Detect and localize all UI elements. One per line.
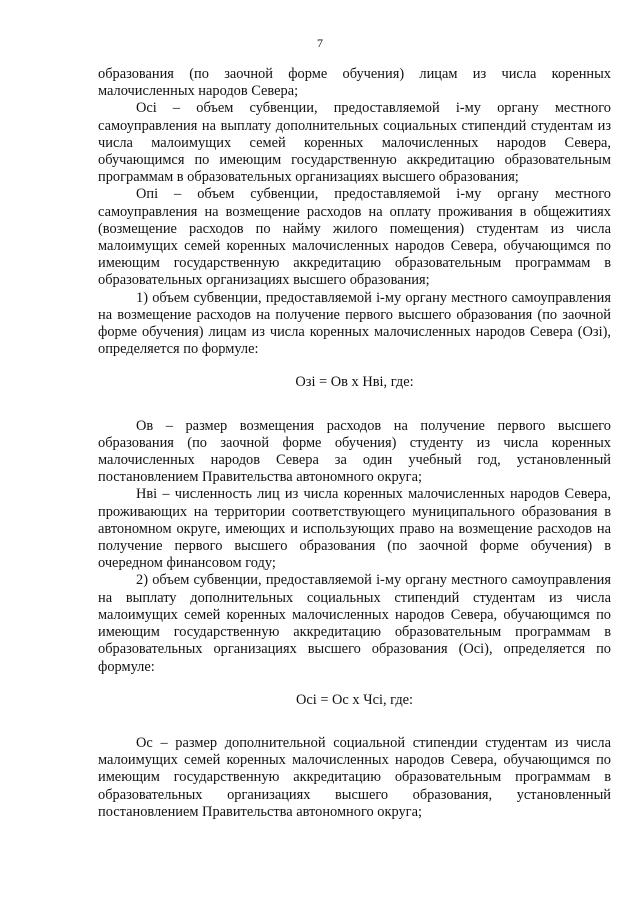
paragraph-item-2: 2) объем субвенции, предоставляемой i-му органу местного самоуправления на выплату дополнительных социальных стипендий студентам из числа малоимущих семей коренных малочисленных народов Севера, обучающимся по имеющим государственную аккредитацию образовательным программам в образовательных организациях высшего образования (Осi), определяется по формуле: bbox=[98, 572, 611, 675]
paragraph-nvi-definition: Нвi – численность лиц из числа коренных малочисленных народов Севера, проживающих на территории соответствующего муниципального образования в автономном округе, имеющих и использующих право на возмещение расходов на получение первого высшего образования (по заочной форме обучения) в очередном финансовом году; bbox=[98, 486, 611, 572]
paragraph-osi-definition: Осi – объем субвенции, предоставляемой i-му органу местного самоуправления на выплату дополнительных социальных стипендий студентам из числа малоимущих семей коренных малочисленных народов Севера, обучающимся по имеющим государственную аккредитацию образовательным программам в образовательных организациях высшего образования; bbox=[98, 100, 611, 186]
document-body bbox=[98, 66, 611, 821]
paragraph-os-definition: Ос – размер дополнительной социальной стипендии студентам из числа малоимущих семей коренных малочисленных народов Севера, обучающимся по имеющим государственную аккредитацию образовательным программам в образовательных организациях высшего образования, установленный постановлением Правительства автономного округа; bbox=[98, 734, 611, 820]
page-number: 7 bbox=[317, 36, 323, 50]
paragraph-item-1: 1) объем субвенции, предоставляемой i-му органу местного самоуправления на возмещение расходов на получение первого высшего образования (по заочной форме обучения) лицам из числа коренных малочисленных народов Севера (Озi), определяется по формуле: bbox=[98, 289, 611, 358]
paragraph-ov-definition: Ов – размер возмещения расходов на получение первого высшего образования (по заочной форме обучения) студенту из числа коренных малочисленных народов Севера за один учебный год, установленный постановлением Правительства автономного округа; bbox=[98, 417, 611, 486]
formula-ozi: Озi = Ов х Нвi, где: bbox=[295, 374, 414, 391]
paragraph-continuation: образования (по заочной форме обучения) лицам из числа коренных малочисленных народов Севера; bbox=[98, 66, 611, 100]
formula-osi: Осi = Ос х Чсi, где: bbox=[295, 691, 414, 708]
paragraph-opi-definition: Опi – объем субвенции, предоставляемой i-му органу местного самоуправления на возмещение расходов на оплату проживания в общежитиях (возмещение расходов по найму жилого помещения) студентам из числа малоимущих семей коренных малочисленных народов Севера, обучающимся по имеющим государственную аккредитацию образовательным программам в образовательных организациях высшего образования; bbox=[98, 186, 611, 289]
